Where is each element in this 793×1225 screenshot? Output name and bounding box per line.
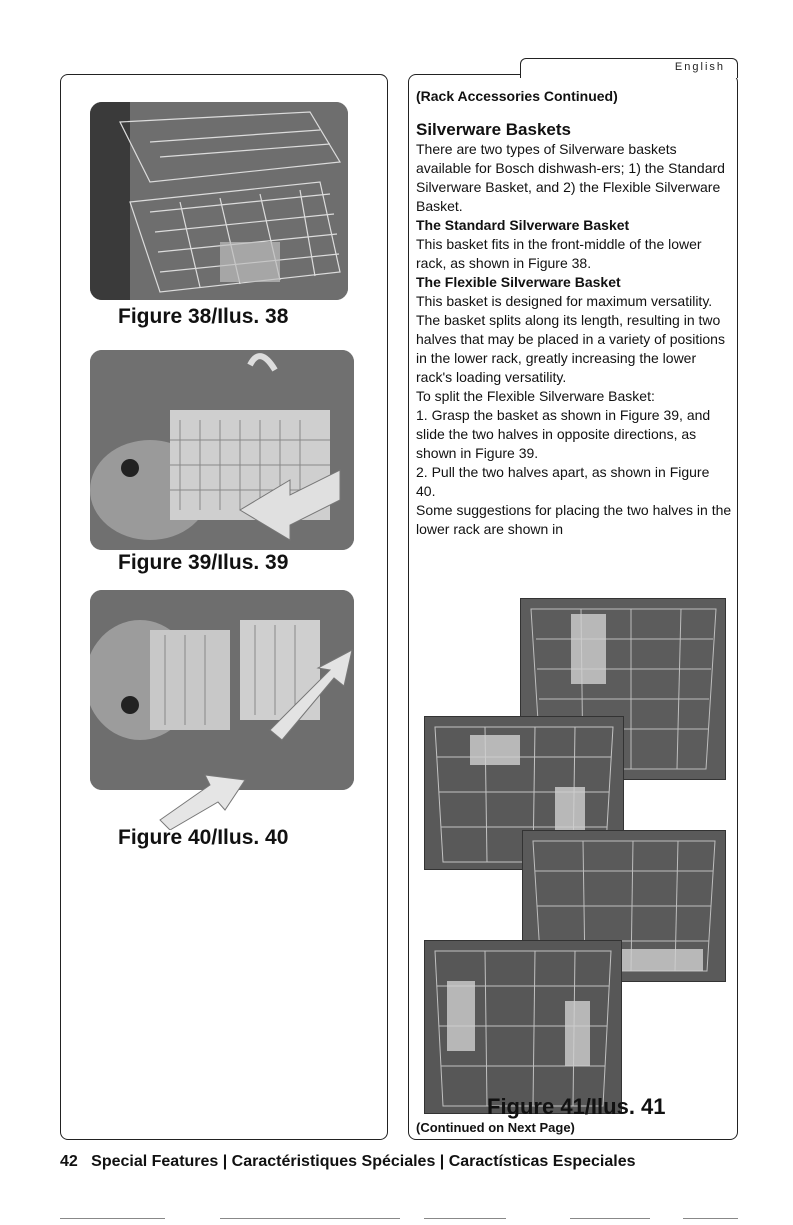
- figure-39-caption: Figure 39/Ilus. 39: [118, 551, 289, 574]
- flexible-basket-text: This basket is designed for maximum versatility. The basket splits along its length, resulting in two halves that may be placed in a variety of positions in the lower rack, greatly increasing the lower rack's loading versatility.: [416, 293, 725, 385]
- figure-38-caption: Figure 38/Ilus. 38: [118, 305, 289, 328]
- standard-basket-heading: The Standard Silverware Basket: [416, 217, 630, 233]
- section-header: (Rack Accessories Continued): [416, 88, 618, 104]
- bottom-rule: [424, 1218, 506, 1219]
- figure-40-caption: Figure 40/Ilus. 40: [118, 826, 289, 849]
- body-text: [416, 120, 732, 539]
- flexible-basket-heading: The Flexible Silverware Basket: [416, 274, 621, 290]
- footer-section: Special Features | Caractéristiques Spéciales | Caractísticas Especiales: [91, 1153, 636, 1170]
- page-footer: [60, 1153, 636, 1171]
- bottom-rule: [220, 1218, 400, 1219]
- figure-41-rack-d: [424, 940, 622, 1114]
- bottom-rule: [683, 1218, 738, 1219]
- step-1: 1. Grasp the basket as shown in Figure 39, and slide the two halves in opposite directions, as shown in Figure 39.: [416, 407, 711, 461]
- section-title: Silverware Baskets: [416, 120, 571, 139]
- suggestions-text: Some suggestions for placing the two halves in the lower rack are shown in: [416, 502, 732, 537]
- intro-paragraph: There are two types of Silverware baskets available for Bosch dishwash-ers; 1) the Standard Silverware Basket, and 2) the Flexible Silverware Basket.: [416, 141, 725, 214]
- step-2: 2. Pull the two halves apart, as shown in Figure 40.: [416, 464, 710, 499]
- continued-note: (Continued on Next Page): [416, 1120, 575, 1135]
- language-label: English: [674, 61, 725, 73]
- page-number: 42: [60, 1153, 78, 1170]
- figure-40-photo: [90, 590, 354, 790]
- figure-41-caption: Figure 41/Ilus. 41: [487, 1094, 666, 1119]
- split-intro: To split the Flexible Silverware Basket:: [416, 388, 655, 404]
- bottom-rule: [60, 1218, 165, 1219]
- bottom-rule: [570, 1218, 650, 1219]
- language-tab: [520, 58, 738, 78]
- figure-38-photo: [90, 102, 348, 300]
- standard-basket-text: This basket fits in the front-middle of the lower rack, as shown in Figure 38.: [416, 236, 702, 271]
- figure-40-arrow: [150, 770, 250, 830]
- figure-39-photo: [90, 350, 354, 550]
